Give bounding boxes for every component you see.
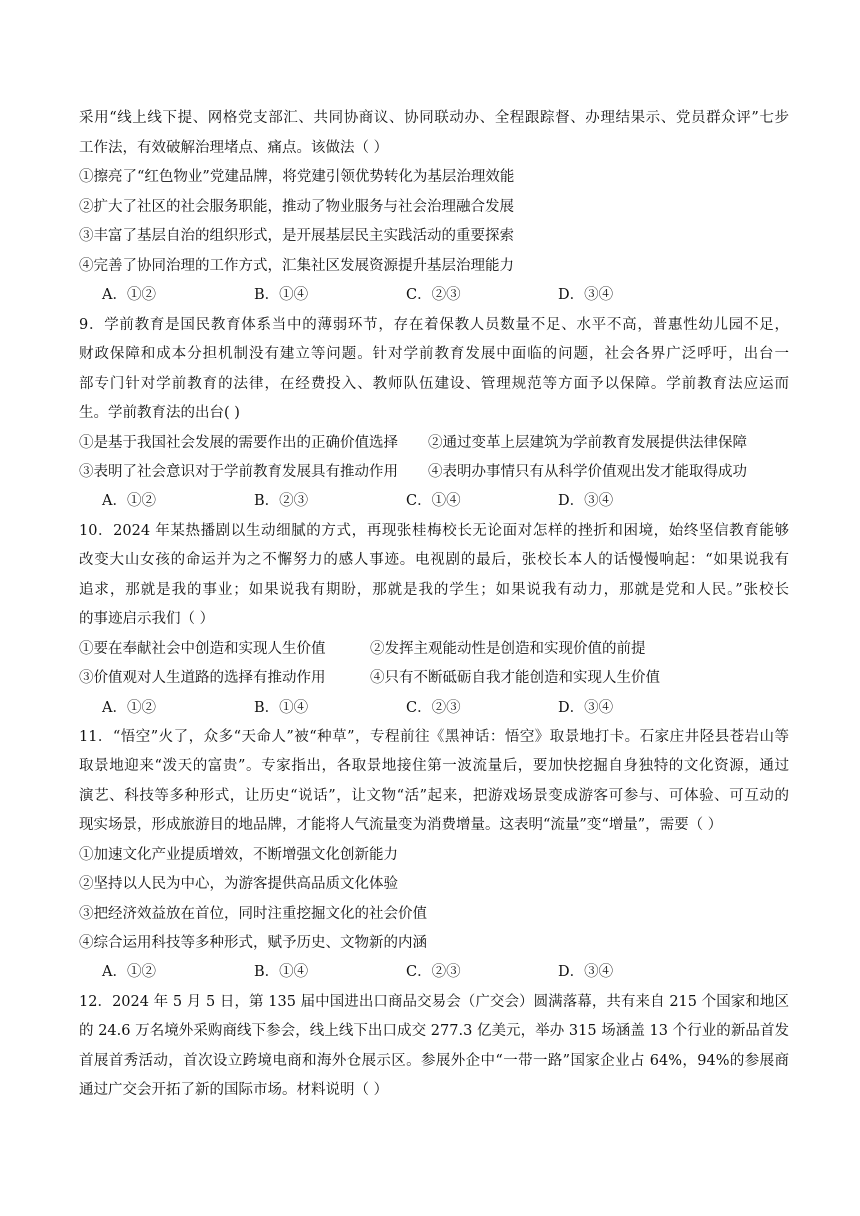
question-10-statement: ③价值观对人生道路的选择有推动作用 bbox=[79, 670, 326, 686]
question-11-statement: ②坚持以人民为中心，为游客提供高品质文化体验 bbox=[79, 876, 398, 892]
question-12-stem-line: 首展首秀活动，首次设立跨境电商和海外仓展示区。参展外企中“一带一路”国家企业占 64%，94%的参展商 bbox=[79, 1053, 789, 1069]
question-8-statement: ①擦亮了“红色物业”党建品牌，将党建引领优势转化为基层治理效能 bbox=[79, 169, 515, 185]
question-8-options bbox=[102, 285, 710, 305]
option-b[interactable]: B．②③ bbox=[254, 493, 309, 509]
option-d[interactable]: D．③④ bbox=[558, 493, 614, 509]
question-12-stem-line: 通过广交会开拓了新的国际市场。材料说明（ ） bbox=[79, 1082, 389, 1098]
question-9-statement: ④表明办事情只有从科学价值观出发才能取得成功 bbox=[428, 464, 747, 480]
option-c[interactable]: C．②③ bbox=[406, 964, 461, 980]
option-d[interactable]: D．③④ bbox=[558, 964, 614, 980]
option-c[interactable]: C．②③ bbox=[406, 287, 461, 303]
question-11-options bbox=[102, 962, 710, 982]
question-8-statement: ②扩大了社区的社会服务职能，推动了物业服务与社会治理融合发展 bbox=[79, 199, 514, 215]
option-b[interactable]: B．①④ bbox=[254, 287, 309, 303]
question-9-stem-line: 财政保障和成本分担机制没有建立等问题。针对学前教育发展中面临的问题，社会各界广泛呼吁，出台一 bbox=[79, 346, 789, 362]
question-11-statement: ③把经济效益放在首位，同时注重挖掘文化的社会价值 bbox=[79, 906, 427, 922]
option-c[interactable]: C．①④ bbox=[406, 493, 461, 509]
option-b[interactable]: B．①④ bbox=[254, 964, 309, 980]
question-9-statement: ①是基于我国社会发展的需要作出的正确价值选择 bbox=[79, 435, 398, 451]
question-8-stem-line: 工作法，有效破解治理堵点、痛点。该做法（ ） bbox=[79, 140, 389, 156]
question-11-stem-line: 演艺、科技等多种形式，让历史“说话”，让文物“活”起来，把游戏场景变成游客可参与、可体验、可互动的 bbox=[79, 788, 789, 804]
option-b[interactable]: B．①④ bbox=[254, 700, 309, 716]
question-9-options bbox=[102, 491, 710, 511]
option-a[interactable]: A．①② bbox=[102, 493, 156, 509]
question-10-statement: ④只有不断砥砺自我才能创造和实现人生价值 bbox=[370, 670, 660, 686]
question-9-statement: ②通过变革上层建筑为学前教育发展提供法律保障 bbox=[428, 435, 747, 451]
option-a[interactable]: A．①② bbox=[102, 700, 156, 716]
question-8-stem-line: 采用“线上线下提、网格党支部汇、共同协商议、协同联动办、全程跟踪督、办理结果示、党员群众评”七步 bbox=[79, 110, 789, 126]
question-10-statement: ①要在奉献社会中创造和实现人生价值 bbox=[79, 641, 326, 657]
question-9-stem-line: 生。学前教育法的出台( ) bbox=[79, 405, 240, 421]
question-10-stem-line: 的事迹启示我们（ ） bbox=[79, 611, 215, 627]
option-a[interactable]: A．①② bbox=[102, 287, 156, 303]
option-a[interactable]: A．①② bbox=[102, 964, 156, 980]
question-11-statement: ④综合运用科技等多种形式，赋予历史、文物新的内涵 bbox=[79, 935, 427, 951]
question-12-stem-line: 的 24.6 万名境外采购商线下参会，线上线下出口成交 277.3 亿美元，举办 315 场涵盖 13 个行业的新品首发 bbox=[79, 1023, 789, 1039]
question-10-stem-line: 10．2024 年某热播剧以生动细腻的方式，再现张桂梅校长无论面对怎样的挫折和困境，始终坚信教育能够 bbox=[79, 523, 789, 539]
question-8-statement: ④完善了协同治理的工作方式，汇集社区发展资源提升基层治理能力 bbox=[79, 258, 514, 274]
question-10-stem-line: 改变大山女孩的命运并为之不懈努力的感人事迹。电视剧的最后，张校长本人的话慢慢响起：“如果说我有 bbox=[79, 552, 789, 568]
question-8-statement: ③丰富了基层自治的组织形式，是开展基层民主实践活动的重要探索 bbox=[79, 228, 514, 244]
question-10-statement: ②发挥主观能动性是创造和实现价值的前提 bbox=[370, 641, 646, 657]
question-10-stem-line: 追求，那就是我的事业；如果说我有期盼，那就是我的学生；如果说我有动力，那就是党和人民。”张校长 bbox=[79, 582, 789, 598]
question-12-stem-line: 12．2024 年 5 月 5 日，第 135 届中国进出口商品交易会（广交会）圆满落幕，共有来自 215 个国家和地区 bbox=[79, 994, 789, 1010]
option-c[interactable]: C．②③ bbox=[406, 700, 461, 716]
question-9-stem-line: 9．学前教育是国民教育体系当中的薄弱环节，存在着保教人员数量不足、水平不高，普惠性幼儿园不足， bbox=[79, 317, 789, 333]
question-11-stem-line: 11．“悟空”火了，众多“天命人”被“种草”，专程前往《黑神话：悟空》取景地打卡。石家庄井陉县苍岩山等 bbox=[79, 729, 789, 745]
question-9-stem-line: 部专门针对学前教育的法律，在经费投入、教师队伍建设、管理规范等方面予以保障。学前教育法应运而 bbox=[79, 376, 789, 392]
question-10-options bbox=[102, 698, 710, 718]
question-11-stem-line: 取景地迎来“泼天的富贵”。专家指出，各取景地接住第一波流量后，要加快挖掘自身独特的文化资源，通过 bbox=[79, 758, 789, 774]
question-9-statement: ③表明了社会意识对于学前教育发展具有推动作用 bbox=[79, 464, 398, 480]
option-d[interactable]: D．③④ bbox=[558, 287, 614, 303]
question-11-statement: ①加速文化产业提质增效，不断增强文化创新能力 bbox=[79, 847, 398, 863]
question-11-stem-line: 现实场景，形成旅游目的地品牌，才能将人气流量变为消费增量。这表明“流量”变“增量”，需要（ ） bbox=[79, 817, 723, 833]
option-d[interactable]: D．③④ bbox=[558, 700, 614, 716]
